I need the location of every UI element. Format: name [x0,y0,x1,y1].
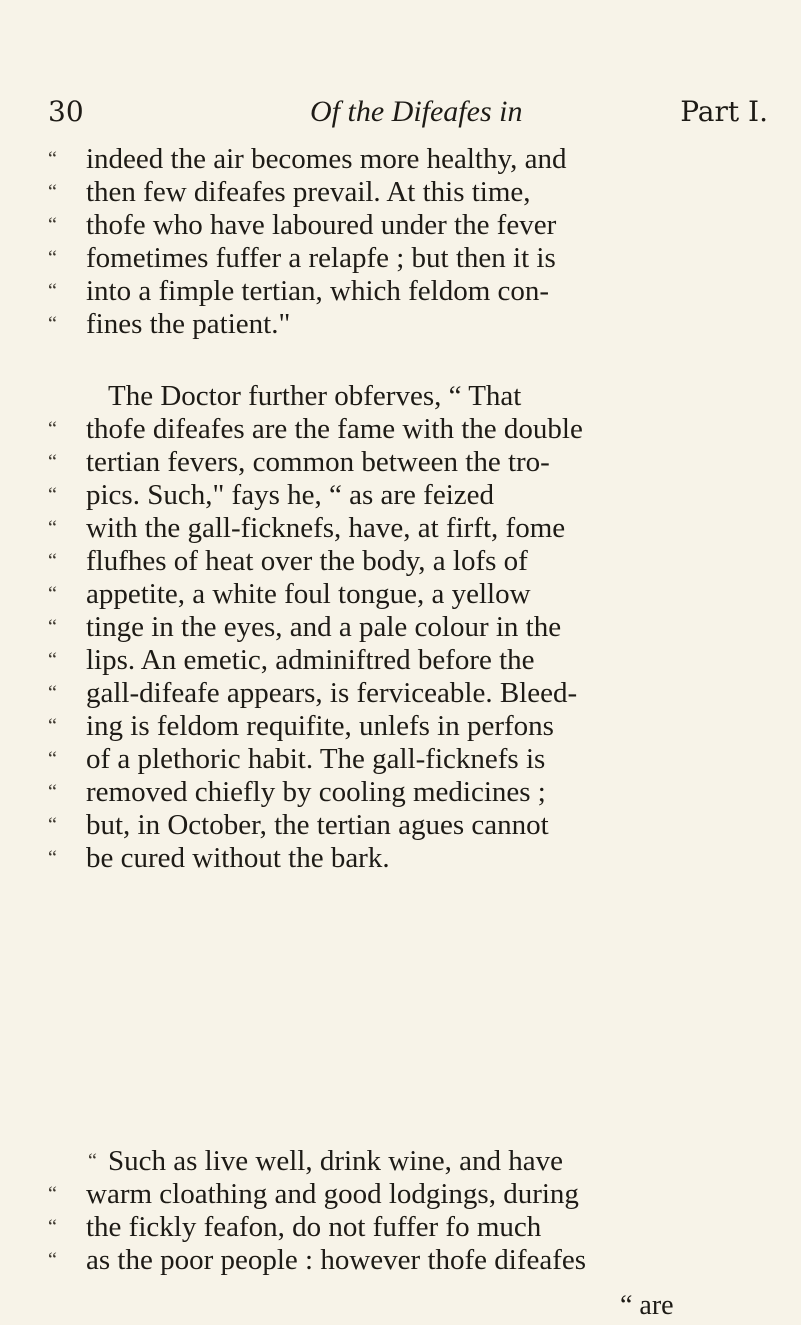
quote-mark: “ [48,313,57,335]
quote-mark: “ [48,616,57,638]
quote-mark: “ [48,583,57,605]
text-line [48,413,768,446]
quote-mark: “ [48,214,57,236]
text-line [48,710,768,743]
text-line [48,545,768,578]
text-line [48,1244,768,1277]
quote-mark: “ [48,451,57,473]
text-line [48,842,768,875]
paragraph-1 [48,143,768,341]
text-line [48,1211,768,1244]
line-text: ing is feldom requifite, unlefs in perfons [86,710,554,742]
text-line [48,611,768,644]
text-line [48,1145,768,1178]
line-text: thofe difeafes are the fame with the double [86,413,583,445]
line-text: then few difeafes prevail. At this time, [86,176,531,208]
quote-mark: “ [48,418,57,440]
line-text: into a fimple tertian, which feldom con- [86,275,550,307]
quote-mark: “ [48,148,57,170]
line-text: The Doctor further obferves, “ That [108,380,522,412]
line-text: with the gall-ficknefs, have, at firft, fome [86,512,566,544]
line-text: appetite, a white foul tongue, a yellow [86,578,531,610]
line-text: flufhes of heat over the body, a lofs of [86,545,528,577]
page-header [48,95,768,135]
text-line [48,578,768,611]
text-line [48,242,768,275]
line-text: pics. Such," fays he, “ as are feized [86,479,494,511]
line-text: tinge in the eyes, and a pale colour in the [86,611,562,643]
quote-mark: “ [48,748,57,770]
text-line [48,677,768,710]
text-line [48,143,768,176]
line-text: the fickly feafon, do not fuffer fo much [86,1211,542,1243]
part-label: Part I. [680,95,768,128]
running-title: Of the Difeafes in [310,95,523,128]
line-text: be cured without the bark. [86,842,390,874]
page-number: 30 [48,95,84,128]
line-text: fometimes fuffer a relapfe ; but then it is [86,242,556,274]
text-line [48,776,768,809]
line-text: thofe who have laboured under the fever [86,209,557,241]
text-line [48,380,768,413]
line-text: indeed the air becomes more healthy, and [86,143,567,175]
text-line [48,446,768,479]
quote-mark: “ [48,1183,57,1205]
text-line [48,512,768,545]
line-text: warm cloathing and good lodgings, during [86,1178,579,1210]
line-text: Such as live well, drink wine, and have [108,1145,564,1177]
catchword: “ are [620,1290,674,1321]
line-text: as the poor people : however thofe difeafes [86,1244,587,1276]
line-text: tertian fevers, common between the tro- [86,446,550,478]
quote-mark: “ [48,484,57,506]
quote-mark: “ [48,649,57,671]
line-text: gall-difeafe appears, is ferviceable. Bleed- [86,677,578,709]
quote-mark: “ [48,247,57,269]
text-line [48,479,768,512]
text-line [48,644,768,677]
quote-mark: “ [48,280,57,302]
line-text: fines the patient." [86,308,291,340]
paragraph-2 [48,380,768,875]
line-text: but, in October, the tertian agues cannot [86,809,549,841]
quote-mark: “ [48,781,57,803]
text-line [48,809,768,842]
paragraph-3 [48,1145,768,1277]
quote-mark: “ [48,814,57,836]
quote-mark: “ [48,1216,57,1238]
quote-mark: “ [48,550,57,572]
quote-mark: “ [48,715,57,737]
line-text: lips. An emetic, adminiftred before the [86,644,535,676]
quote-mark: “ [88,1150,97,1172]
line-text: removed chiefly by cooling medicines ; [86,776,546,808]
quote-mark: “ [48,847,57,869]
text-line [48,209,768,242]
text-line [48,743,768,776]
quote-mark: “ [48,181,57,203]
text-line [48,275,768,308]
quote-mark: “ [48,517,57,539]
text-line [48,1178,768,1211]
text-line [48,176,768,209]
quote-mark: “ [48,1249,57,1271]
quote-mark: “ [48,682,57,704]
line-text: of a plethoric habit. The gall-ficknefs is [86,743,546,775]
text-line [48,308,768,341]
